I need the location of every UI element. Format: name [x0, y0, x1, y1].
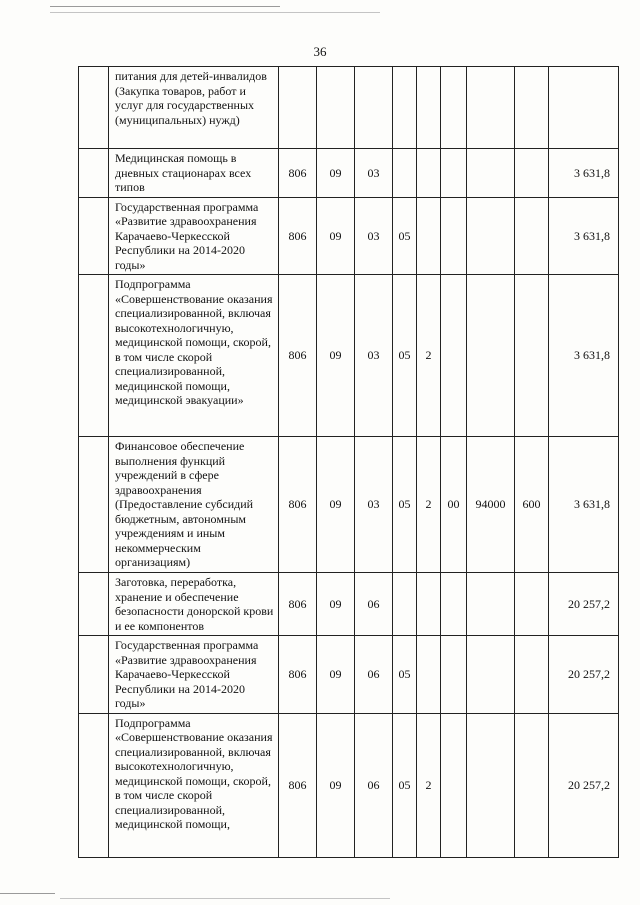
amount-cell: 3 631,8: [549, 197, 619, 275]
direction-code-cell: [441, 197, 467, 275]
expense-type-cell: [515, 636, 549, 714]
direction-code-cell: [441, 275, 467, 437]
direction-code-cell: 00: [441, 437, 467, 573]
direction-code-cell: [441, 636, 467, 714]
subsection-code-cell: 06: [355, 636, 393, 714]
blank-cell: [79, 636, 109, 714]
section-code-cell: 09: [317, 573, 355, 636]
table-row: [79, 636, 619, 714]
amount-cell: [549, 67, 619, 149]
subprogram-code-cell: [417, 636, 441, 714]
ministry-code-cell: 806: [279, 437, 317, 573]
blank-cell: [79, 197, 109, 275]
scan-artifact-line: [50, 12, 380, 13]
item-name-cell: Финансовое обеспечение выполнения функций учреждений в сфере здравоохранения (Предоставление субсидий бюджетным, автономным учреждениям и иным некоммерческим организациям): [109, 437, 279, 573]
expense-code-cell: [467, 713, 515, 857]
blank-cell: [79, 437, 109, 573]
blank-cell: [79, 713, 109, 857]
direction-code-cell: [441, 67, 467, 149]
subprogram-code-cell: [417, 149, 441, 198]
budget-table: [78, 66, 619, 858]
table-row: [79, 149, 619, 198]
table-row: [79, 573, 619, 636]
item-name-cell: Государственная программа «Развитие здравоохранения Карачаево-Черкесской Республики на 2014-2020 годы»: [109, 636, 279, 714]
subprogram-code-cell: [417, 67, 441, 149]
amount-cell: 3 631,8: [549, 149, 619, 198]
expense-type-cell: [515, 275, 549, 437]
expense-type-cell: [515, 149, 549, 198]
subprogram-code-cell: [417, 573, 441, 636]
ministry-code-cell: 806: [279, 636, 317, 714]
subsection-code-cell: 03: [355, 437, 393, 573]
program-code-cell: [393, 573, 417, 636]
item-name-cell: Подпрограмма «Совершенствование оказания специализированной, включая высокотехнологичную, медицинской помощи, скорой, в том числе скорой специализированной, медицинской помощи,: [109, 713, 279, 857]
subsection-code-cell: 03: [355, 149, 393, 198]
program-code-cell: [393, 67, 417, 149]
subprogram-code-cell: [417, 197, 441, 275]
section-code-cell: 09: [317, 713, 355, 857]
expense-code-cell: [467, 573, 515, 636]
expense-type-cell: [515, 67, 549, 149]
section-code-cell: 09: [317, 275, 355, 437]
amount-cell: 3 631,8: [549, 437, 619, 573]
direction-code-cell: [441, 713, 467, 857]
program-code-cell: 05: [393, 636, 417, 714]
table-row: [79, 67, 619, 149]
page-number: 36: [313, 44, 327, 59]
item-name-cell: Государственная программа «Развитие здравоохранения Карачаево-Черкесской Республики на 2014-2020 годы»: [109, 197, 279, 275]
table-row: [79, 437, 619, 573]
subprogram-code-cell: 2: [417, 275, 441, 437]
item-name-cell: Подпрограмма «Совершенствование оказания специализированной, включая высокотехнологичную, медицинской помощи, скорой, в том числе скорой специализированной, медицинской помощи, медицинской эвакуации»: [109, 275, 279, 437]
blank-cell: [79, 149, 109, 198]
program-code-cell: 05: [393, 713, 417, 857]
item-name-cell: Медицинская помощь в дневных стационарах всех типов: [109, 149, 279, 198]
item-name-cell: питания для детей-инвалидов (Закупка товаров, работ и услуг для государственных (муниципальных) нужд): [109, 67, 279, 149]
expense-type-cell: [515, 573, 549, 636]
section-code-cell: 09: [317, 636, 355, 714]
expense-type-cell: 600: [515, 437, 549, 573]
expense-code-cell: [467, 149, 515, 198]
expense-type-cell: [515, 713, 549, 857]
expense-code-cell: [467, 67, 515, 149]
table-row: [79, 275, 619, 437]
section-code-cell: [317, 67, 355, 149]
expense-type-cell: [515, 197, 549, 275]
subsection-code-cell: 03: [355, 197, 393, 275]
expense-code-cell: [467, 197, 515, 275]
program-code-cell: 05: [393, 197, 417, 275]
ministry-code-cell: 806: [279, 197, 317, 275]
blank-cell: [79, 573, 109, 636]
subsection-code-cell: 03: [355, 275, 393, 437]
scan-artifact-line: [0, 893, 55, 894]
ministry-code-cell: 806: [279, 149, 317, 198]
expense-code-cell: [467, 275, 515, 437]
subsection-code-cell: 06: [355, 573, 393, 636]
program-code-cell: 05: [393, 275, 417, 437]
direction-code-cell: [441, 573, 467, 636]
program-code-cell: 05: [393, 437, 417, 573]
amount-cell: 3 631,8: [549, 275, 619, 437]
ministry-code-cell: 806: [279, 713, 317, 857]
scan-artifact-line: [60, 898, 390, 899]
ministry-code-cell: 806: [279, 275, 317, 437]
subprogram-code-cell: 2: [417, 713, 441, 857]
subprogram-code-cell: 2: [417, 437, 441, 573]
table-row: [79, 197, 619, 275]
budget-table-body: [79, 67, 619, 858]
ministry-code-cell: [279, 67, 317, 149]
expense-code-cell: 94000: [467, 437, 515, 573]
blank-cell: [79, 67, 109, 149]
ministry-code-cell: 806: [279, 573, 317, 636]
blank-cell: [79, 275, 109, 437]
scan-artifact-line: [50, 6, 280, 7]
amount-cell: 20 257,2: [549, 573, 619, 636]
amount-cell: 20 257,2: [549, 713, 619, 857]
subsection-code-cell: 06: [355, 713, 393, 857]
expense-code-cell: [467, 636, 515, 714]
amount-cell: 20 257,2: [549, 636, 619, 714]
section-code-cell: 09: [317, 197, 355, 275]
program-code-cell: [393, 149, 417, 198]
subsection-code-cell: [355, 67, 393, 149]
item-name-cell: Заготовка, переработка, хранение и обеспечение безопасности донорской крови и ее компонентов: [109, 573, 279, 636]
table-row: [79, 713, 619, 857]
section-code-cell: 09: [317, 149, 355, 198]
section-code-cell: 09: [317, 437, 355, 573]
direction-code-cell: [441, 149, 467, 198]
